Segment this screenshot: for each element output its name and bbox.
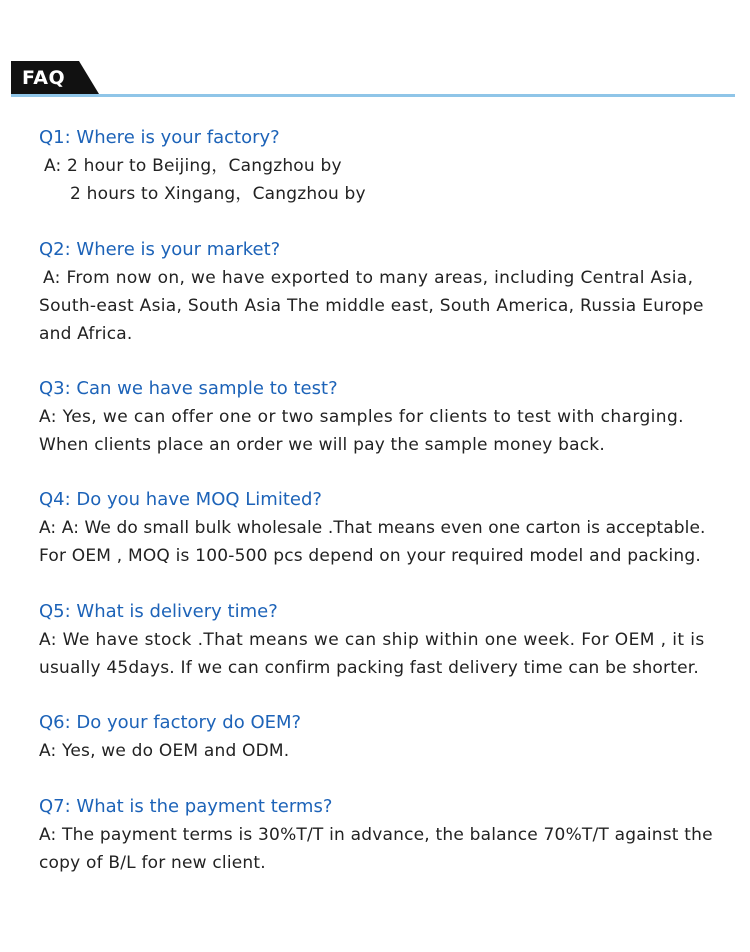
faq-question: Q4: Do you have MOQ Limited? <box>39 489 322 510</box>
faq-answer-line: A: Yes, we do OEM and ODM. <box>39 741 290 761</box>
faq-answer <box>39 737 711 765</box>
faq-answer-line: South-east Asia, South Asia The middle east, South America, Russia Europe <box>39 296 704 316</box>
faq-answer <box>39 626 711 682</box>
faq-answer-line: 2 hours to Xingang，Cangzhou by <box>70 184 366 204</box>
faq-question: Q3: Can we have sample to test? <box>39 378 338 399</box>
faq-item-3 <box>39 375 711 459</box>
faq-item-4 <box>39 486 711 570</box>
faq-answer <box>39 152 711 208</box>
faq-answer-line: copy of B/L for new client. <box>39 853 266 873</box>
faq-question: Q1: Where is your factory? <box>39 127 280 148</box>
faq-item-5 <box>39 598 711 682</box>
faq-question: Q7: What is the payment terms? <box>39 796 333 817</box>
faq-answer-line: A: 2 hour to Beijing，Cangzhou by <box>44 156 342 176</box>
faq-answer-line: and Africa. <box>39 324 133 344</box>
faq-answer-line: A: A: We do small bulk wholesale .That means even one carton is acceptable. <box>39 518 706 538</box>
faq-answer-line: A: Yes, we can offer one or two samples for clients to test with charging. <box>39 407 684 427</box>
faq-question: Q5: What is delivery time? <box>39 601 278 622</box>
faq-answer-line: usually 45days. If we can confirm packing fast delivery time can be shorter. <box>39 658 699 678</box>
header-divider <box>11 94 735 97</box>
faq-answer <box>39 403 711 459</box>
faq-answer-line: A: We have stock .That means we can ship within one week. For OEM , it is <box>39 630 705 650</box>
faq-question: Q6: Do your factory do OEM? <box>39 712 302 733</box>
faq-header <box>11 61 735 97</box>
faq-answer-line: A: The payment terms is 30%T/T in advance, the balance 70%T/T against the <box>39 825 713 845</box>
faq-answer <box>39 514 711 570</box>
faq-title: FAQ <box>22 67 66 89</box>
faq-item-2 <box>39 236 711 348</box>
faq-question: Q2: Where is your market? <box>39 239 281 260</box>
faq-answer <box>39 821 711 877</box>
faq-item-7 <box>39 793 711 877</box>
faq-answer-line: A: From now on, we have exported to many areas, including Central Asia, <box>43 268 694 288</box>
faq-item-1 <box>39 124 711 208</box>
faq-item-6 <box>39 709 711 765</box>
faq-answer-line: For OEM , MOQ is 100-500 pcs depend on your required model and packing. <box>39 546 701 566</box>
faq-answer <box>39 264 711 348</box>
faq-answer-line: When clients place an order we will pay the sample money back. <box>39 435 605 455</box>
